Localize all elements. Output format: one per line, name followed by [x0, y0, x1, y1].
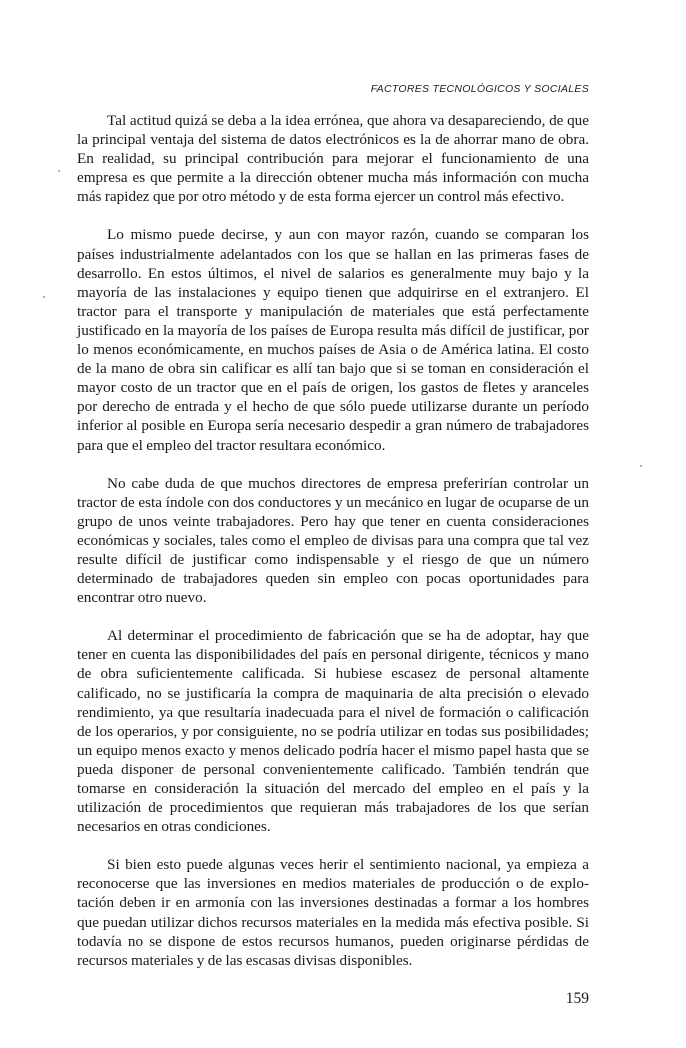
- body-text: [77, 111, 589, 970]
- paragraph: Tal actitud quizá se deba a la idea errónea, que ahora va desapareciendo, de que la principal ventaja del sistema de datos electrónicos es la de ahorrar mano de obra. En realidad, su principal contribución para mejorar el funcionamiento de una empresa es que permite a la dirección obtener mucha más información con mucha más rapidez que por otro método y de esta forma ejercer un control más efectivo.: [77, 112, 589, 206]
- paragraph: Si bien esto puede algunas veces herir el sentimiento nacional, ya empieza a reconocerse que las inversiones en medios materiales de producción o de explotación deben ir en armonía con las inversiones destinadas a formar a los hombres que puedan utilizar dichos recursos materiales en la medida más efectiva posible. Si todavía no se dispone de estos recursos humanos, pueden originarse pérdidas de recursos materiales y de las escasas divisas disponibles.: [77, 856, 589, 969]
- scan-speck: [58, 170, 60, 172]
- page-number: 159: [565, 989, 589, 1007]
- scan-speck: [640, 465, 642, 467]
- scan-speck: [43, 296, 45, 298]
- paragraph: No cabe duda de que muchos directores de empresa preferirían controlar un tractor de esta índole con dos conductores y un mecánico en lugar de ocuparse de un grupo de unos veinte trabajadores. Pero hay que tener en cuenta consideraciones económicas y sociales, tales como el empleo de divisas para una compra que tal vez resulte difícil de justificar como indispensable y el riesgo de que un número determinado de trabajadores queden sin empleo con pocas oportunidades para encontrar otro nuevo.: [77, 474, 589, 607]
- paragraph: Al determinar el procedimiento de fabricación que se ha de adoptar, hay que tener en cuenta las disponibilidades del país en personal dirigente, técnicos y mano de obra suficientemente calificada. Si hubiese escasez de personal altamente calificado, no se justificaría la compra de maquinaria de alta precisión o elevado rendimiento, ya que resultaría inadecuada para el nivel de formación o calificación de los operarios, y por consiguiente, no se podría utilizar en todas sus posibilidades; un equipo menos exacto y menos delicado podría hacer el mismo papel hasta que se pueda disponer de personal convenientemente calificado. También tendrán que tomarse en consideración la situación del mercado del empleo en el país y la utilización de procedimientos que requieran más trabajadores de los que serían necesarios en otras condiciones.: [77, 627, 589, 836]
- running-head: FACTORES TECNOLÓGICOS Y SOCIALES: [370, 83, 589, 95]
- paragraph: Lo mismo puede decirse, y aun con mayor razón, cuando se comparan los países industrialmente adelantados con los que se hallan en las primeras fases de desarrollo. En estos últimos, el nivel de salarios es generalmente muy bajo y la mayoría de las instalaciones y equipo tienen que adquirirse en el extranjero. El tractor para el transporte y manipulación de materiales que está perfectamente justificado en la mayoría de los países de Europa resulta más difícil de justificar, por lo menos económicamente, en muchos países de Asia o de América latina. El costo de la mano de obra sin calificar es allí tan bajo que si se toman en consideración el mayor costo de un tractor que en el país de origen, los gastos de fletes y aranceles por derecho de entrada y el hecho de que sólo puede utilizarse durante un período inferior al posible en Europa sería necesario despedir a gran número de trabajadores para que el empleo del tractor resultara económico.: [77, 226, 589, 454]
